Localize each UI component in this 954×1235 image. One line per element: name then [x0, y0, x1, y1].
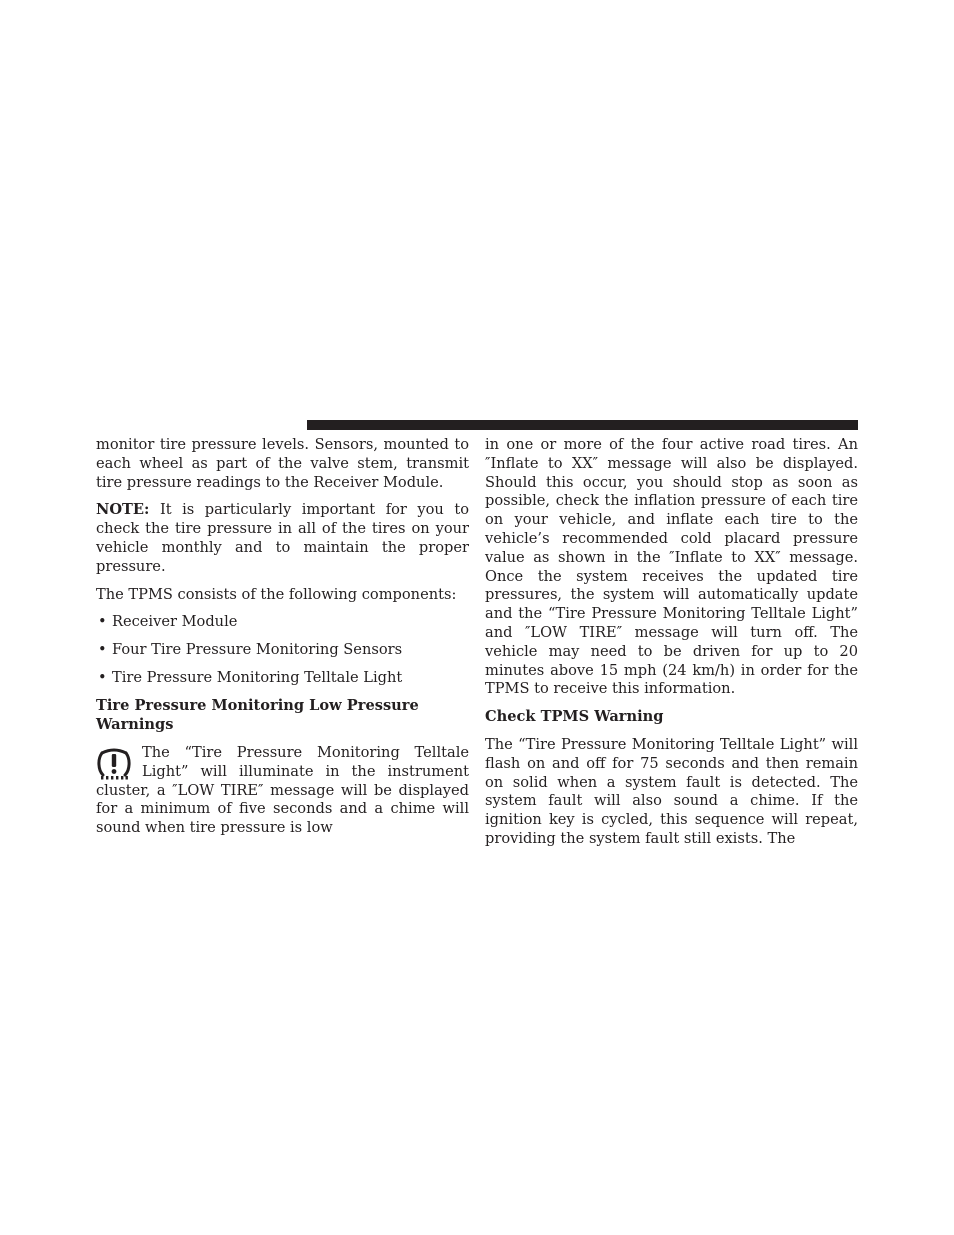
header-rule: [307, 420, 858, 430]
list-item-text: Tire Pressure Monitoring Telltale Light: [112, 669, 403, 687]
list-item-text: Receiver Module: [112, 613, 238, 631]
warning-paragraph-block: [96, 744, 469, 838]
section-heading-check-tpms: Check TPMS Warning: [485, 708, 664, 726]
left-column: [96, 436, 469, 838]
note-text: It is particularly important for you to check the tire pressure in all of the tires on your vehicle monthly and to maintain the proper pressure.: [96, 501, 469, 575]
list-item: [96, 641, 469, 660]
continued-paragraph: in one or more of the four active road tires. An ″Inflate to XX″ message will also be displayed. Should this occur, you should stop as soon as possible, check the inflation pressure of each tire on your vehicle, and inflate each tire to the vehicle’s recommended cold placard pressure value as shown in the ″Inflate to XX″ message. Once the system receives the updated tire pressures, the system will automatically update and the “Tire Pressure Monitoring Telltale Light” and ″LOW TIRE″ message will turn off. The vehicle may need to be driven for up to 20 minutes above 15 mph (24 km/h) in order for the TPMS to receive this information.: [485, 436, 858, 698]
list-item: [96, 613, 469, 632]
intro-paragraph: monitor tire pressure levels. Sensors, mounted to each wheel as part of the valve stem, transmit tire pressure readings to the Receiver Module.: [96, 436, 469, 491]
note-label: NOTE:: [96, 501, 150, 519]
note-paragraph: [96, 501, 469, 576]
bullet-icon: •: [98, 669, 107, 687]
components-list: [96, 613, 469, 688]
bullet-icon: •: [98, 641, 107, 659]
fault-paragraph: The “Tire Pressure Monitoring Telltale Light” will flash on and off for 75 seconds and then remain on solid when a system fault is detected. The system fault will also sound a chime. If the ignition key is cycled, this sequence will repeat, providing the system fault still exists. The: [485, 735, 858, 847]
list-item: [96, 669, 469, 688]
tpms-telltale-icon: [96, 748, 132, 780]
section-heading-low-pressure: Tire Pressure Monitoring Low Pressure Warnings: [96, 697, 419, 734]
right-column: [485, 436, 858, 849]
components-intro: The TPMS consists of the following components:: [96, 585, 457, 603]
list-item-text: Four Tire Pressure Monitoring Sensors: [112, 641, 403, 659]
bullet-icon: •: [98, 613, 107, 631]
warning-paragraph: The “Tire Pressure Monitoring Telltale Light” will illuminate in the instrument cluster, a ″LOW TIRE″ message will be displayed for a minimum of five seconds and a chime will sound when tire pressure is low: [96, 743, 469, 837]
